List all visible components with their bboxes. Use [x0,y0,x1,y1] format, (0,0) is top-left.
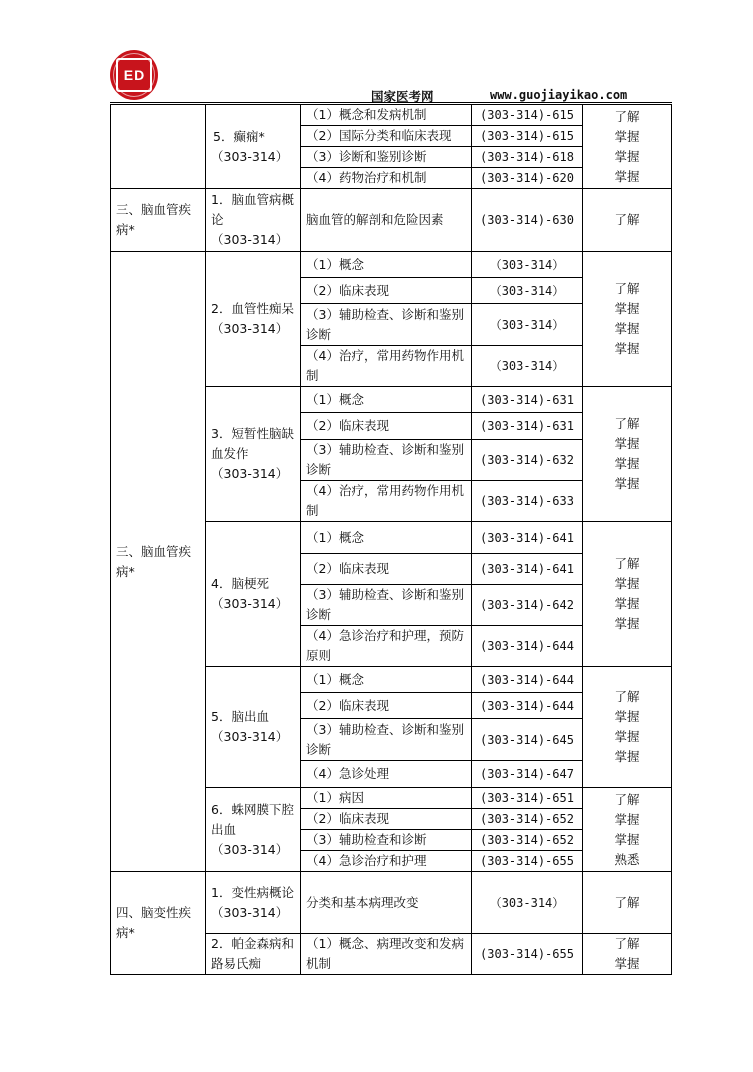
topic-title: 6．蛛网膜下腔出血 [211,801,294,837]
site-name: 国家医考网 [371,89,434,104]
level: 了解 [614,689,640,704]
ref-cell: (303-314)-615 [472,105,583,126]
topic-cell [206,872,301,934]
ref-cell: (303-314)-618 [472,147,583,168]
topic-code: （303-314） [211,841,289,857]
ref-cell: (303-314)-655 [472,934,583,975]
topic-code: （303-314） [211,232,289,247]
topic-code: （303-314） [211,466,289,481]
ref-cell: (303-314)-631 [472,387,583,413]
level-cell [583,105,672,189]
ref-cell: （303-314） [472,278,583,304]
item-cell: （2）临床表现 [301,278,472,304]
level: 掌握 [614,321,640,336]
topic-cell [206,105,301,189]
ref-cell: (303-314)-644 [472,626,583,667]
item-cell: 分类和基本病理改变 [301,872,472,934]
item-cell: （2）临床表现 [301,693,472,719]
ref-cell: （303-314） [472,252,583,278]
item-cell: （3）辅助检查、诊断和鉴别诊断 [301,440,472,481]
item-cell: （2）临床表现 [301,809,472,830]
ref-cell: (303-314)-641 [472,522,583,554]
level: 掌握 [614,749,640,764]
topic-title: 1．变性病概论 [211,884,294,900]
ref-cell: （303-314） [472,346,583,387]
table-row [111,872,672,934]
ref-cell: (303-314)-644 [472,693,583,719]
item-cell: （4）药物治疗和机制 [301,168,472,189]
ref-cell: (303-314)-641 [472,554,583,585]
topic-code: （303-314） [211,148,289,164]
level: 掌握 [614,341,640,356]
level: 掌握 [614,811,640,827]
topic-code: （303-314） [211,729,289,744]
level: 掌握 [614,168,640,184]
item-cell: （3）辅助检查、诊断和鉴别诊断 [301,585,472,626]
table-row [111,105,672,126]
level: 掌握 [614,148,640,164]
item-cell: （3）诊断和鉴别诊断 [301,147,472,168]
level-cell [583,387,672,522]
item-cell: （4）治疗，常用药物作用机制 [301,481,472,522]
site-url[interactable]: www.guojiayikao.com [490,88,628,102]
topic-cell [206,387,301,522]
level: 掌握 [614,576,640,591]
ref-cell: (303-314)-630 [472,189,583,252]
level: 掌握 [614,616,640,631]
item-cell: （1）概念 [301,522,472,554]
item-cell: （3）辅助检查、诊断和鉴别诊断 [301,719,472,761]
level: 掌握 [614,128,640,144]
ref-cell: (303-314)-632 [472,440,583,481]
topic-title: 1．脑血管病概论 [211,192,294,227]
item-cell: （1）概念和发病机制 [301,105,472,126]
ref-cell: (303-314)-642 [472,585,583,626]
item-cell: （3）辅助检查、诊断和鉴别诊断 [301,304,472,346]
ref-cell: (303-314)-655 [472,851,583,872]
ref-cell: (303-314)-651 [472,788,583,809]
level-cell [583,252,672,387]
syllabus-table [110,104,672,975]
item-cell: （4）急诊处理 [301,761,472,788]
ref-cell: (303-314)-652 [472,830,583,851]
level: 了解 [614,108,640,124]
ref-cell: (303-314)-647 [472,761,583,788]
item-cell: 脑血管的解剖和危险因素 [301,189,472,252]
level-cell: 了解 [583,872,672,934]
level: 掌握 [614,596,640,611]
topic-title: 5．癫痫* [213,128,265,144]
topic-code: （303-314） [211,596,289,611]
topic-code: （303-314） [211,904,289,920]
section-cell: 三、脑血管疾病* [111,252,206,872]
item-cell: （1）概念、病理改变和发病机制 [301,934,472,975]
level-cell [583,522,672,667]
ref-cell: (303-314)-615 [472,126,583,147]
section-cell: 三、脑血管疾病* [111,189,206,252]
level: 掌握 [614,709,640,724]
ref-cell: （303-314） [472,304,583,346]
level: 熟悉 [614,851,640,867]
ref-cell: (303-314)-620 [472,168,583,189]
level-cell: 了解 [583,189,672,252]
level: 了解 [614,416,640,431]
level: 了解 [614,791,640,807]
item-cell: （2）国际分类和临床表现 [301,126,472,147]
item-cell: （2）临床表现 [301,413,472,440]
section-cell: 四、脑变性疾病* [111,872,206,975]
logo-ring [113,53,155,97]
item-cell: （4）急诊治疗和护理，预防原则 [301,626,472,667]
level: 掌握 [614,476,640,491]
topic-cell [206,667,301,788]
section-cell [111,105,206,189]
topic-code: （303-314） [211,321,289,336]
topic-title: 4．脑梗死 [211,576,269,591]
level-cell [583,788,672,872]
ref-cell: （303-314） [472,872,583,934]
level: 掌握 [614,456,640,471]
table-row [111,252,672,278]
level: 了解 [614,936,640,951]
item-cell: （4）急诊治疗和护理 [301,851,472,872]
item-cell: （2）临床表现 [301,554,472,585]
level: 了解 [614,281,640,296]
ref-cell: (303-314)-631 [472,413,583,440]
level: 掌握 [614,729,640,744]
level: 掌握 [614,301,640,316]
ref-cell: (303-314)-633 [472,481,583,522]
logo [110,50,158,100]
table-row [111,189,672,252]
topic-cell: 2．帕金森病和路易氏痴 [206,934,301,975]
topic-title: 3．短暂性脑缺血发作 [211,426,294,461]
item-cell: （4）治疗，常用药物作用机制 [301,346,472,387]
level: 掌握 [614,436,640,451]
item-cell: （1）概念 [301,667,472,693]
header-divider [110,102,672,103]
ref-cell: (303-314)-645 [472,719,583,761]
level: 掌握 [614,956,640,971]
item-cell: （3）辅助检查和诊断 [301,830,472,851]
topic-cell [206,189,301,252]
topic-cell [206,252,301,387]
level-cell [583,934,672,975]
item-cell: （1）病因 [301,788,472,809]
topic-title: 5．脑出血 [211,709,269,724]
item-cell: （1）概念 [301,387,472,413]
level: 了解 [614,556,640,571]
topic-title: 2．血管性痴呆 [211,301,294,316]
level-cell [583,667,672,788]
ref-cell: (303-314)-644 [472,667,583,693]
ref-cell: (303-314)-652 [472,809,583,830]
topic-cell [206,522,301,667]
topic-cell [206,788,301,872]
logo-mark: E D [116,58,152,92]
item-cell: （1）概念 [301,252,472,278]
level: 掌握 [614,831,640,847]
